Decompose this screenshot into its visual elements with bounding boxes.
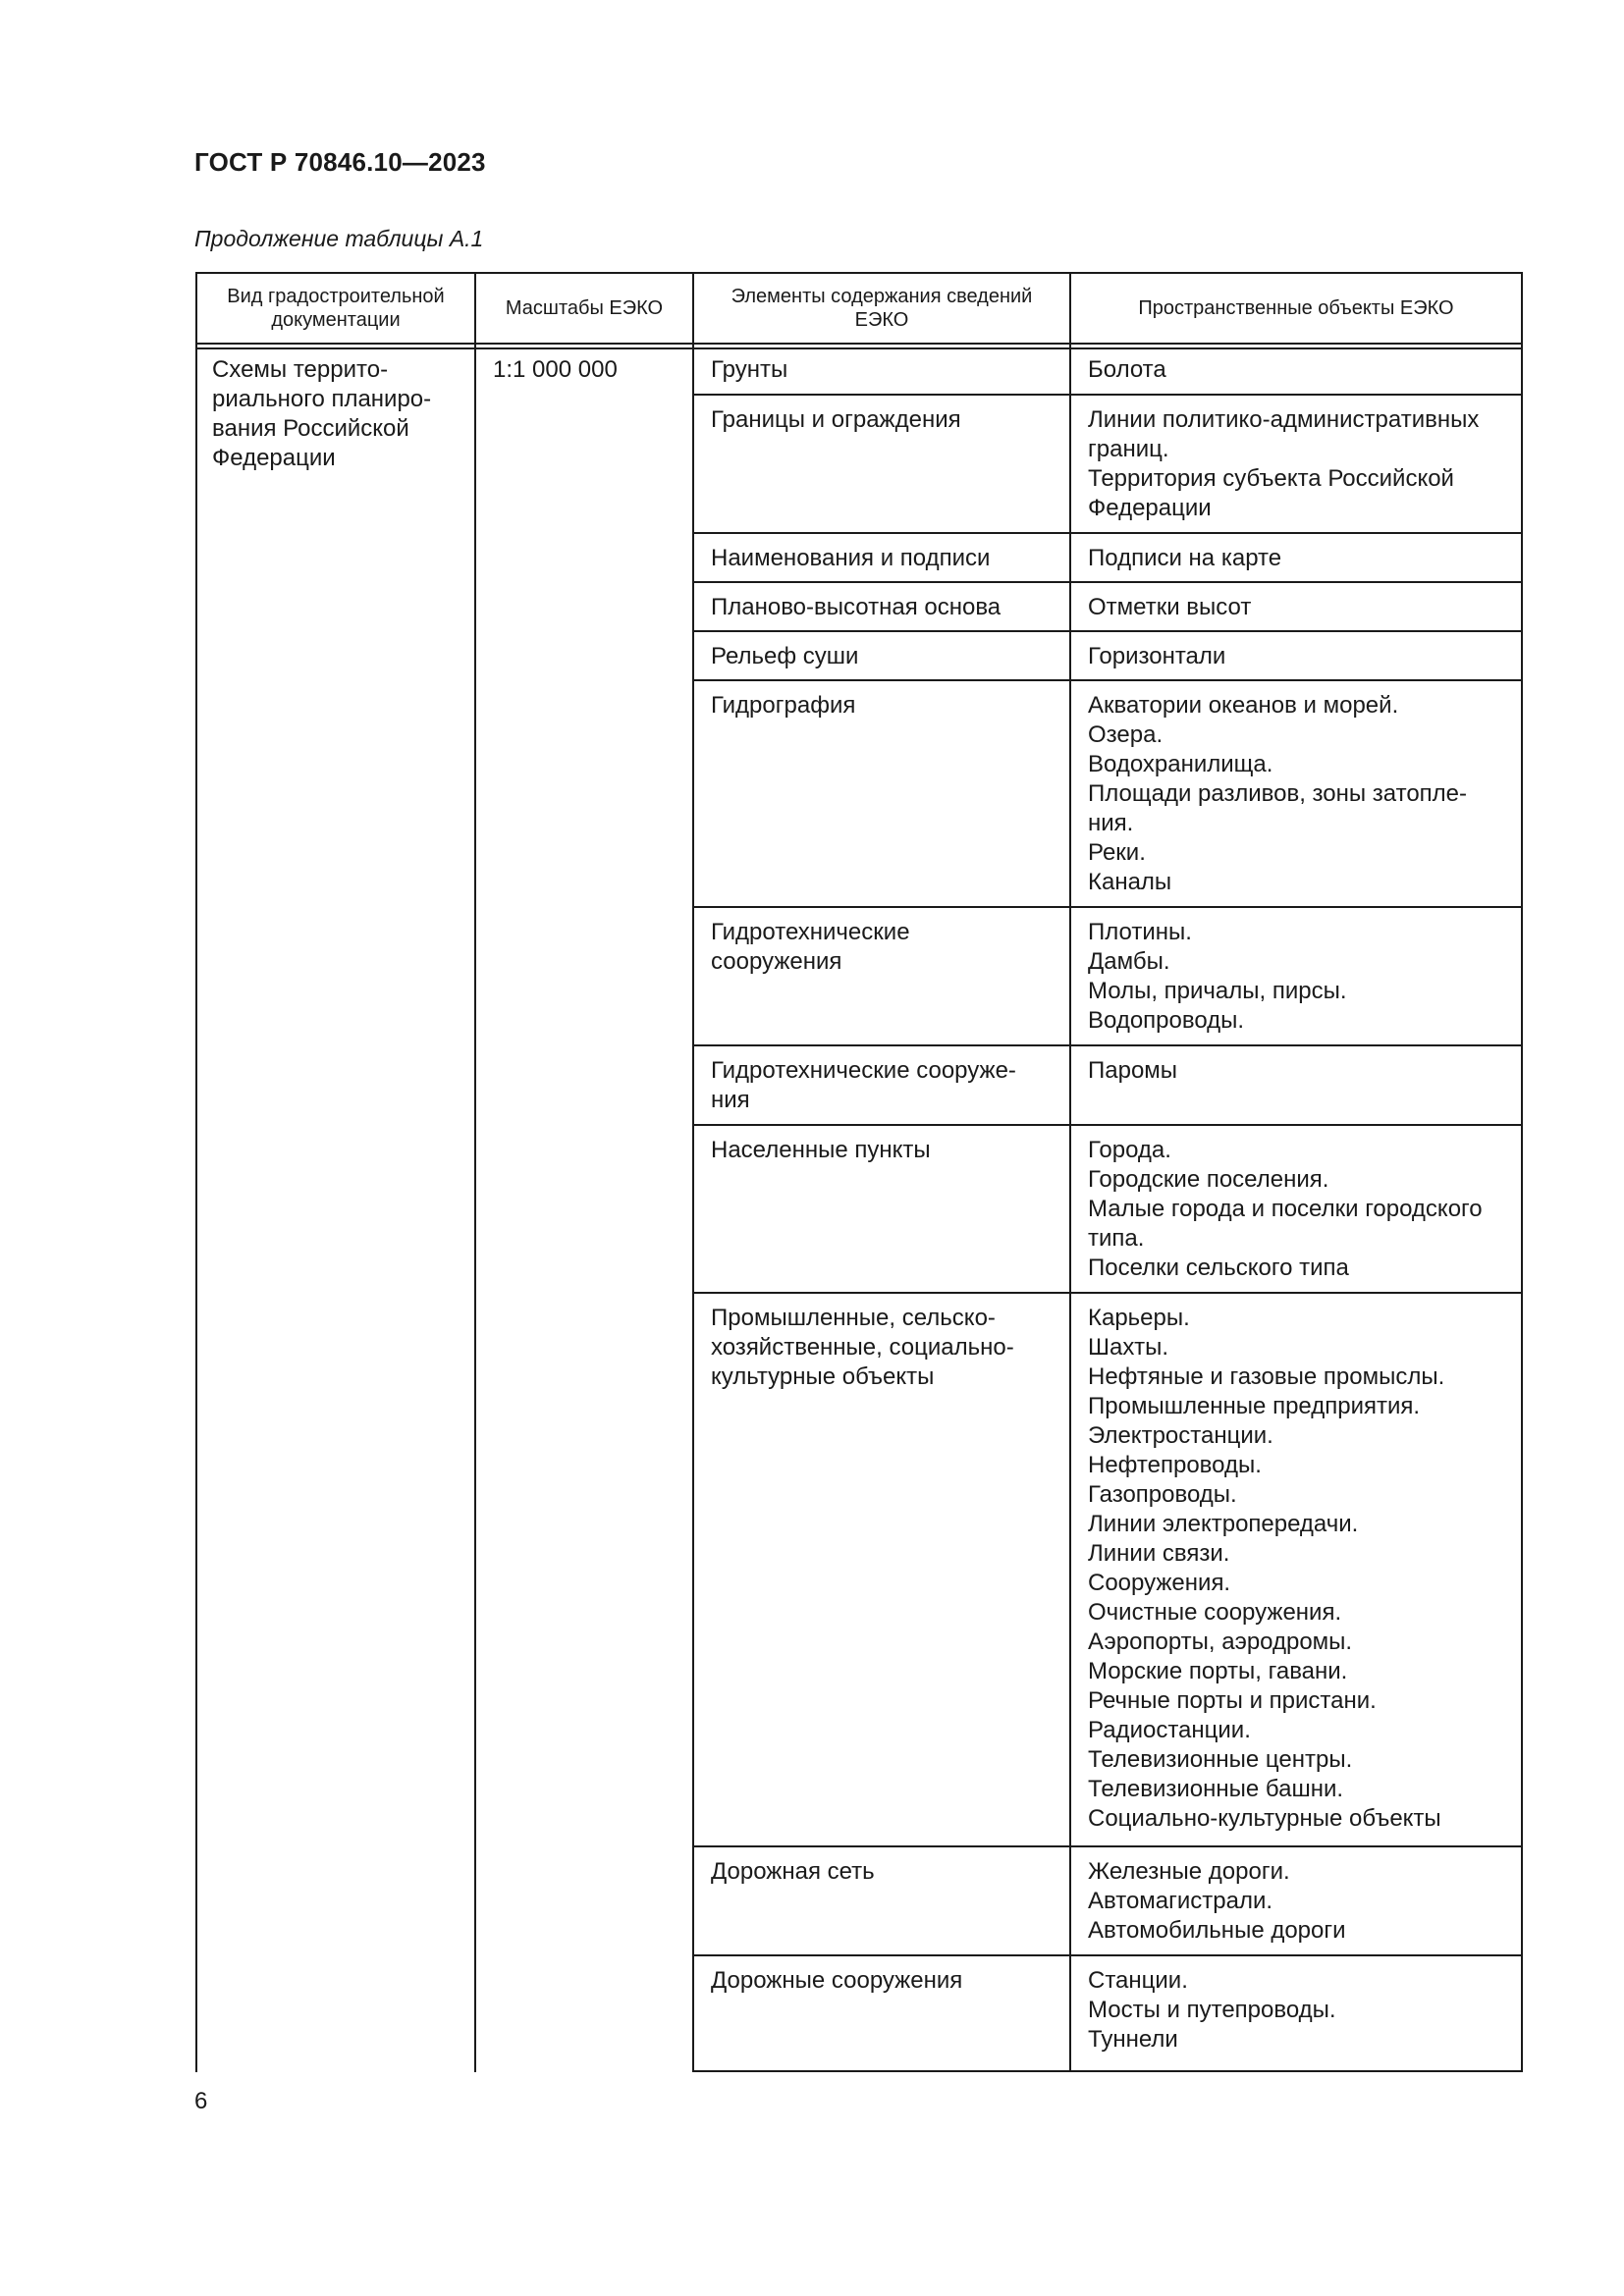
- column-header-doc-type: Вид градостроительной документации: [227, 286, 445, 331]
- table-row-objects: Паромы: [1088, 1057, 1178, 1084]
- table-row-element: Гидротехнические сооружения: [711, 919, 910, 975]
- table-row-objects: Города. Городские поселения. Малые города и поселки городского типа. Поселки сельского типа: [1088, 1137, 1483, 1281]
- table-caption: Продолжение таблицы А.1: [194, 226, 484, 251]
- table-border-right: [1521, 272, 1523, 2072]
- table-border-left: [195, 272, 197, 2072]
- table-row-objects: Горизонтали: [1088, 643, 1226, 669]
- table-row-objects: Отметки высот: [1088, 594, 1252, 620]
- table-row-objects: Станции. Мосты и путепроводы. Туннели: [1088, 1967, 1336, 2053]
- table-row-element: Населенные пункты: [711, 1137, 931, 1163]
- row-separator: [692, 1845, 1523, 1847]
- table-row-element: Дорожные сооружения: [711, 1967, 963, 1994]
- table-row-objects: Карьеры. Шахты. Нефтяные и газовые промыслы. Промышленные предприятия. Электростанции. Нефтепроводы. Газопроводы. Линии электропередачи. Линии связи. Сооружения. Очистные сооружения. Аэропорты, аэродромы. Морские порты, гавани. Речные порты и пристани. Радиостанции. Телевизионные центры. Телевизионные башни. Социально-культурные объекты: [1088, 1305, 1445, 1832]
- row-separator: [692, 1124, 1523, 1126]
- row-separator: [692, 1044, 1523, 1046]
- table-row-element: Планово-высотная основа: [711, 594, 1001, 620]
- row-separator: [692, 1954, 1523, 1956]
- header-bottom-line: [195, 343, 1523, 345]
- row-separator: [692, 906, 1523, 908]
- doc-code: ГОСТ Р 70846.10—2023: [194, 147, 486, 177]
- row-separator: [692, 581, 1523, 583]
- table-divider-col2: [474, 272, 476, 2072]
- header-bottom-line-2: [195, 347, 1523, 349]
- row-separator: [692, 532, 1523, 534]
- table-row-element: Дорожная сеть: [711, 1858, 875, 1885]
- table-row-element: Грунты: [711, 356, 788, 383]
- table-row-element: Промышленные, сельско- хозяйственные, социально- культурные объекты: [711, 1305, 1014, 1390]
- table-row-objects: Болота: [1088, 356, 1166, 383]
- table-bottom-partial: [692, 2070, 1523, 2072]
- table-row-objects: Линии политико-административных границ. Территория субъекта Российской Федерации: [1088, 406, 1480, 521]
- table-row-objects: Плотины. Дамбы. Молы, причалы, пирсы. Водопроводы.: [1088, 919, 1347, 1034]
- table-row-element: Границы и ограждения: [711, 406, 961, 433]
- table-row-element: Рельеф суши: [711, 643, 859, 669]
- page-number: 6: [194, 2088, 208, 2114]
- table-row-objects: Железные дороги. Автомагистрали. Автомобильные дороги: [1088, 1858, 1346, 1944]
- scale-cell: 1:1 000 000: [493, 356, 618, 383]
- table-border-top: [195, 272, 1523, 274]
- table-divider-col3: [692, 272, 694, 2072]
- row-separator: [692, 1292, 1523, 1294]
- table-row-element: Гидрография: [711, 692, 856, 719]
- row-separator: [692, 630, 1523, 632]
- table-divider-col4: [1069, 272, 1071, 2072]
- table-row-objects: Акватории океанов и морей. Озера. Водохранилища. Площади разливов, зоны затопле- ния. Реки. Каналы: [1088, 692, 1468, 895]
- row-separator: [692, 394, 1523, 396]
- table-row-element: Наименования и подписи: [711, 545, 991, 571]
- table-row-element: Гидротехнические сооруже- ния: [711, 1057, 1016, 1113]
- doc-type-cell: Схемы террито- риального планиро- вания Российской Федерации: [212, 356, 432, 471]
- row-separator: [692, 679, 1523, 681]
- table-row-objects: Подписи на карте: [1088, 545, 1282, 571]
- column-header-objects: Пространственные объекты ЕЭКО: [1138, 297, 1454, 319]
- column-header-elements: Элементы содержания сведений ЕЭКО: [731, 286, 1033, 331]
- column-header-scale: Масштабы ЕЭКО: [505, 297, 664, 319]
